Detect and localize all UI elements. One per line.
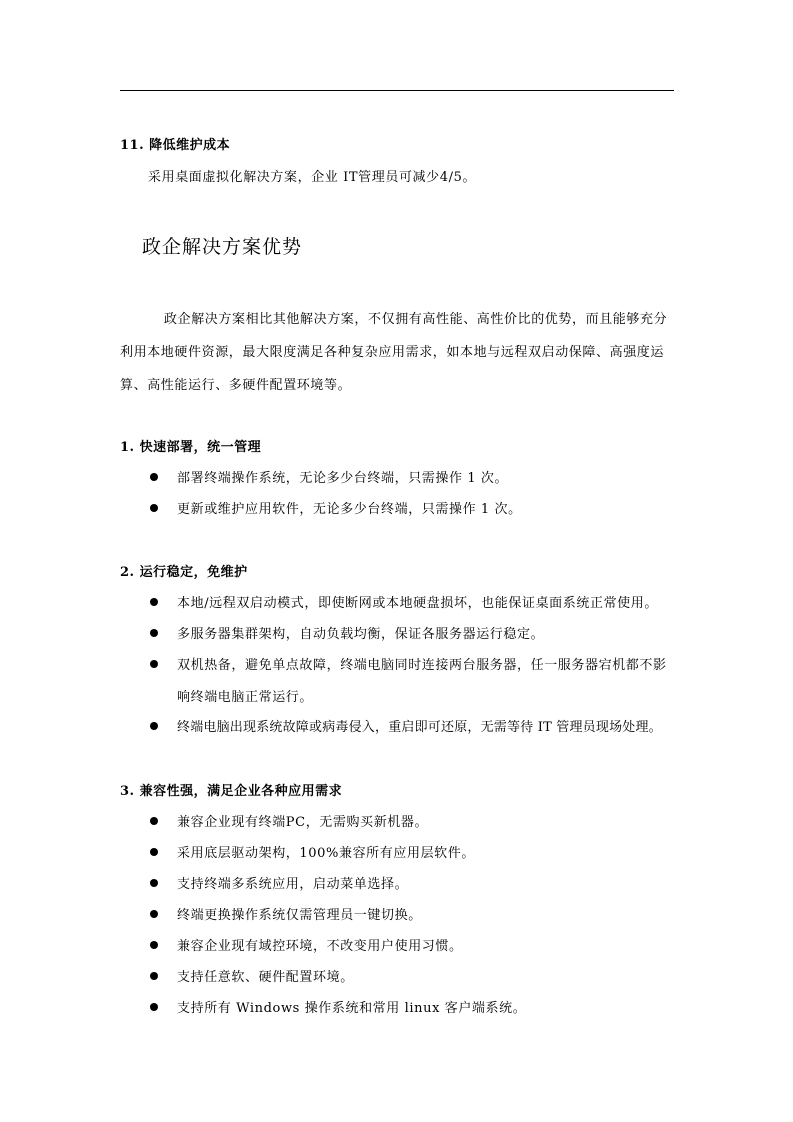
intro-paragraph <box>120 312 680 411</box>
bullet-dot <box>150 629 158 637</box>
section-3-bullet-2: 采用底层驱动架构，100%兼容所有应用层软件。 <box>177 846 475 861</box>
section-1-bullet-2: 更新或维护应用软件，无论多少台终端，只需操作 1 次。 <box>177 502 522 517</box>
intro-line: 算、高性能运行、多硬件配置环境等。 <box>120 378 352 393</box>
bullet-dot <box>150 817 158 825</box>
section-3-bullet-1: 兼容企业现有终端PC，无需购买新机器。 <box>177 815 429 830</box>
section-11-title: 11. 降低维护成本 <box>120 138 231 153</box>
bullet-dot <box>150 473 158 481</box>
section-3-bullet-4: 终端更换操作系统仅需管理员一键切换。 <box>177 908 422 923</box>
bullet-dot <box>150 504 158 512</box>
header-rule <box>120 90 674 91</box>
section-2-bullet-1: 本地/远程双启动模式，即使断网或本地硬盘损坏，也能保证桌面系统正常使用。 <box>177 596 658 611</box>
section-2-title: 2. 运行稳定，免维护 <box>120 565 248 580</box>
bullet-dot <box>150 660 158 668</box>
bullet-dot <box>150 972 158 980</box>
bullet-dot <box>150 722 158 730</box>
intro-line: 利用本地硬件资源，最大限度满足各种复杂应用需求，如本地与远程双启动保障、高强度运 <box>120 345 665 360</box>
section-3-bullet-6: 支持任意软、硬件配置环境。 <box>177 970 354 985</box>
bullet-dot <box>150 598 158 606</box>
section-3-bullet-5: 兼容企业现有域控环境，不改变用户使用习惯。 <box>177 939 463 954</box>
bullet-dot <box>150 848 158 856</box>
section-2-bullet-3-cont: 响终端电脑正常运行。 <box>177 690 314 705</box>
section-2-bullet-4: 终端电脑出现系统故障或病毒侵入，重启即可还原，无需等待 IT 管理员现场处理。 <box>177 720 662 735</box>
bullet-dot <box>150 941 158 949</box>
bullet-dot <box>150 1003 158 1011</box>
section-2-bullet-3: 双机热备，避免单点故障，终端电脑同时连接两台服务器，任一服务器宕机都不影 <box>177 658 667 673</box>
section-1-bullet-1: 部署终端操作系统，无论多少台终端，只需操作 1 次。 <box>177 471 509 486</box>
bullet-dot <box>150 879 158 887</box>
section-11-text: 采用桌面虚拟化解决方案，企业 IT管理员可减少4/5。 <box>148 170 477 185</box>
section-3-bullet-7: 支持所有 Windows 操作系统和常用 linux 客户端系统。 <box>177 1001 527 1016</box>
section-2-bullet-2: 多服务器集群架构，自动负载均衡，保证各服务器运行稳定。 <box>177 627 545 642</box>
section-3-bullet-3: 支持终端多系统应用，启动菜单选择。 <box>177 877 409 892</box>
intro-line: 政企解决方案相比其他解决方案，不仅拥有高性能、高性价比的优势，而且能够充分 <box>164 312 668 327</box>
section-3-title: 3. 兼容性强，满足企业各种应用需求 <box>120 784 343 799</box>
section-1-title: 1. 快速部署，统一管理 <box>120 440 262 455</box>
main-heading: 政企解决方案优势 <box>142 236 303 258</box>
bullet-dot <box>150 910 158 918</box>
